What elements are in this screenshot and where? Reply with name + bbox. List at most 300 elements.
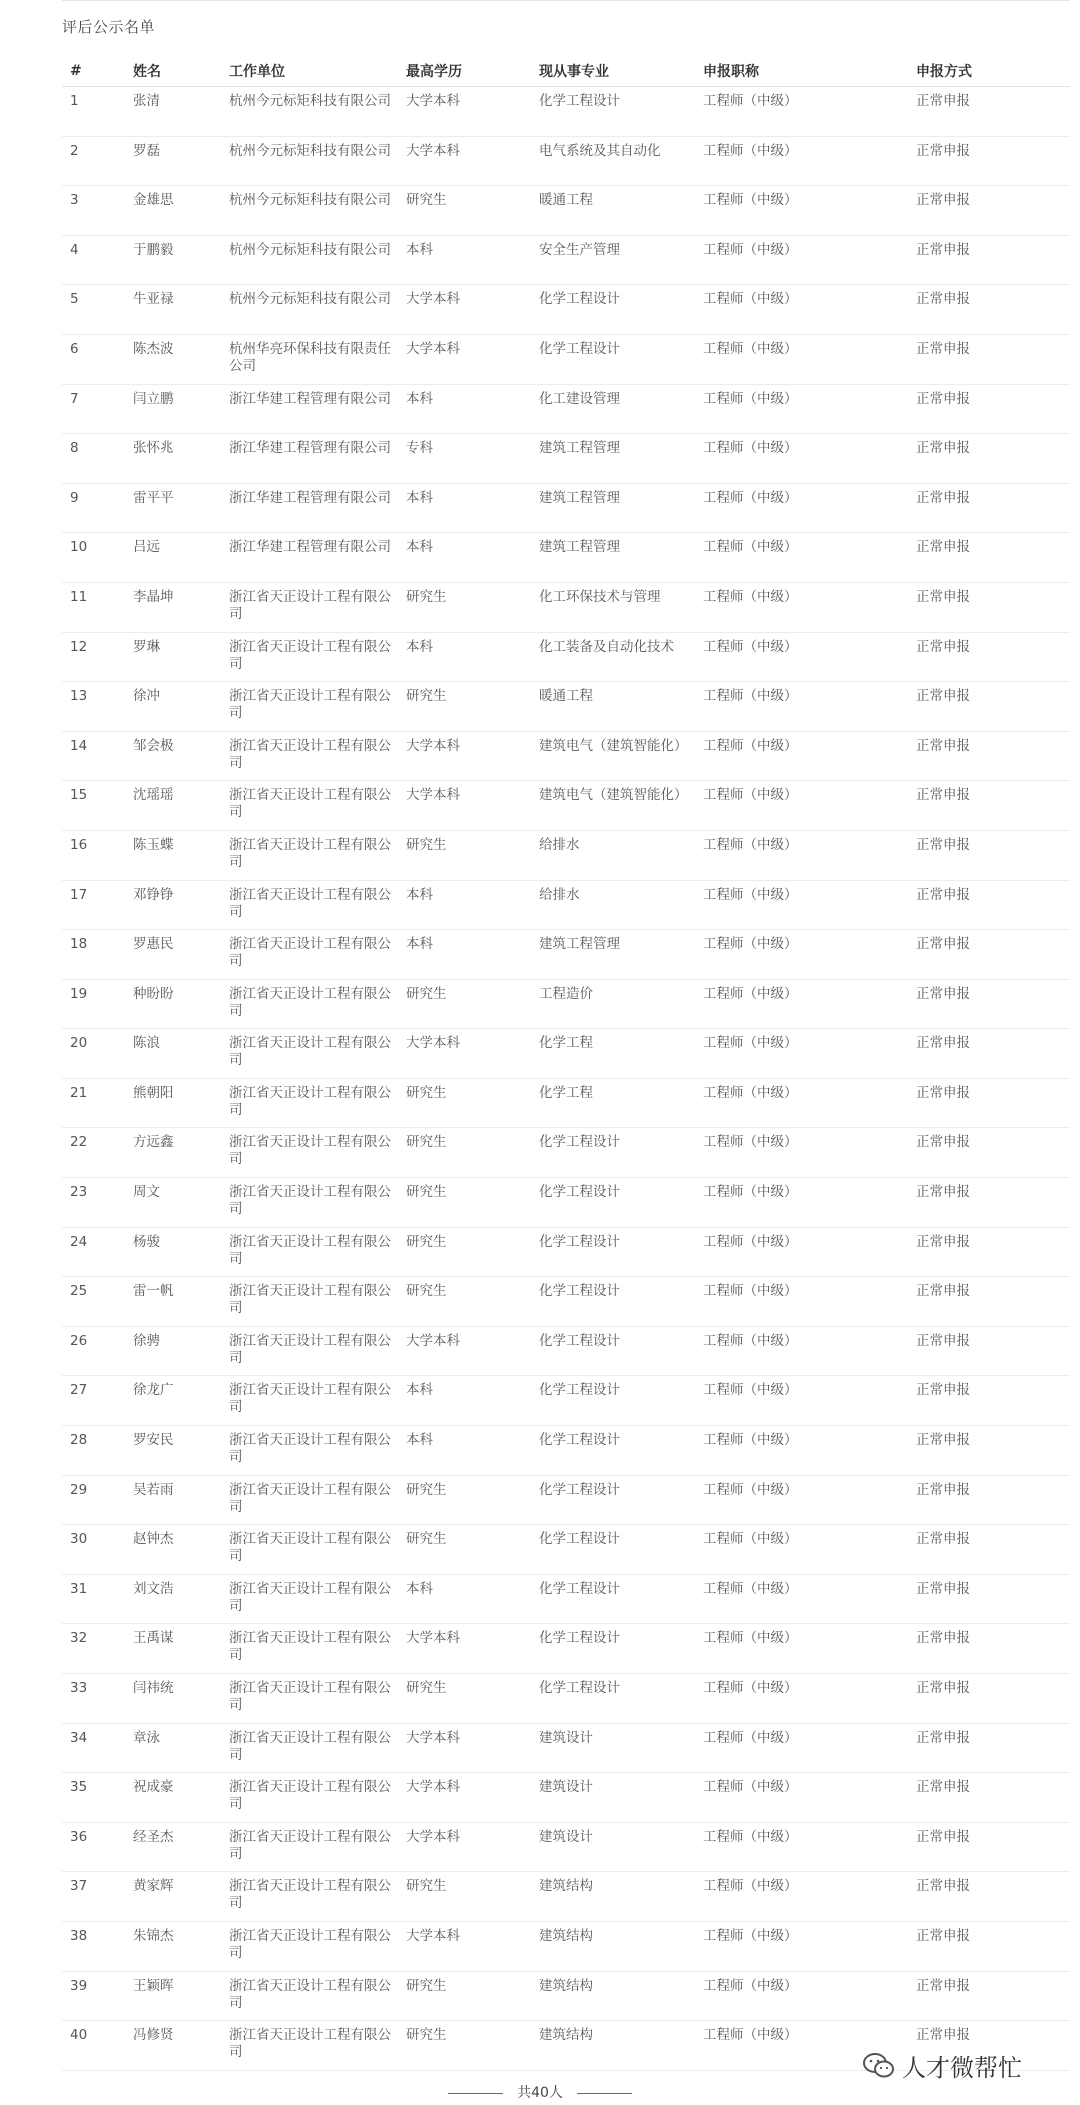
- col-header-employer: 工作单位: [221, 56, 398, 87]
- cell-name: 王禹谋: [125, 1624, 221, 1674]
- table-row: [62, 334, 1070, 384]
- cell-employer: 浙江省天正设计工程有限公司: [221, 1227, 398, 1277]
- cell-title: 工程师（中级）: [695, 186, 908, 236]
- cell-education: 研究生: [398, 979, 531, 1029]
- cell-method: 正常申报: [908, 136, 1070, 186]
- cell-employer: 浙江省天正设计工程有限公司: [221, 1178, 398, 1228]
- cell-specialty: 化工装备及自动化技术: [531, 632, 695, 682]
- cell-name: 冯修贤: [125, 2021, 221, 2071]
- cell-name: 种盼盼: [125, 979, 221, 1029]
- cell-education: 研究生: [398, 1872, 531, 1922]
- cell-method: 正常申报: [908, 930, 1070, 980]
- table-row: [62, 1773, 1070, 1823]
- cell-specialty: 建筑电气（建筑智能化）: [531, 781, 695, 831]
- cell-education: 研究生: [398, 1674, 531, 1724]
- cell-specialty: 给排水: [531, 880, 695, 930]
- cell-index: 24: [62, 1227, 125, 1277]
- cell-name: 张怀兆: [125, 434, 221, 484]
- table-row: [62, 1674, 1070, 1724]
- cell-name: 邓铮铮: [125, 880, 221, 930]
- cell-employer: 浙江省天正设计工程有限公司: [221, 830, 398, 880]
- cell-employer: 浙江省天正设计工程有限公司: [221, 1624, 398, 1674]
- cell-index: 19: [62, 979, 125, 1029]
- cell-name: 黄家辉: [125, 1872, 221, 1922]
- cell-method: 正常申报: [908, 1376, 1070, 1426]
- cell-title: 工程师（中级）: [695, 1574, 908, 1624]
- cell-index: 5: [62, 285, 125, 335]
- cell-employer: 浙江省天正设计工程有限公司: [221, 1326, 398, 1376]
- cell-employer: 浙江省天正设计工程有限公司: [221, 632, 398, 682]
- cell-name: 陈玉蝶: [125, 830, 221, 880]
- cell-name: 杨骏: [125, 1227, 221, 1277]
- cell-education: 大学本科: [398, 136, 531, 186]
- cell-specialty: 暖通工程: [531, 186, 695, 236]
- cell-employer: 浙江省天正设计工程有限公司: [221, 1872, 398, 1922]
- cell-title: 工程师（中级）: [695, 1178, 908, 1228]
- cell-employer: 浙江省天正设计工程有限公司: [221, 731, 398, 781]
- cell-method: 正常申报: [908, 1574, 1070, 1624]
- cell-title: 工程师（中级）: [695, 979, 908, 1029]
- cell-method: 正常申报: [908, 1624, 1070, 1674]
- cell-education: 大学本科: [398, 1921, 531, 1971]
- cell-specialty: 建筑电气（建筑智能化）: [531, 731, 695, 781]
- cell-method: 正常申报: [908, 1326, 1070, 1376]
- cell-method: 正常申报: [908, 979, 1070, 1029]
- cell-index: 31: [62, 1574, 125, 1624]
- cell-method: 正常申报: [908, 334, 1070, 384]
- cell-name: 牛亚禄: [125, 285, 221, 335]
- cell-specialty: 化学工程设计: [531, 1525, 695, 1575]
- cell-education: 研究生: [398, 186, 531, 236]
- cell-index: 2: [62, 136, 125, 186]
- cell-title: 工程师（中级）: [695, 682, 908, 732]
- cell-name: 刘文浩: [125, 1574, 221, 1624]
- table-row: [62, 830, 1070, 880]
- cell-name: 张清: [125, 87, 221, 137]
- table-row: [62, 1178, 1070, 1228]
- cell-education: 研究生: [398, 830, 531, 880]
- cell-specialty: 化学工程设计: [531, 1128, 695, 1178]
- cell-method: 正常申报: [908, 1723, 1070, 1773]
- cell-employer: 浙江省天正设计工程有限公司: [221, 1128, 398, 1178]
- cell-education: 本科: [398, 880, 531, 930]
- cell-title: 工程师（中级）: [695, 1376, 908, 1426]
- cell-specialty: 化学工程设计: [531, 1277, 695, 1327]
- cell-index: 20: [62, 1029, 125, 1079]
- table-row: [62, 235, 1070, 285]
- cell-education: 大学本科: [398, 334, 531, 384]
- cell-index: 15: [62, 781, 125, 831]
- cell-index: 34: [62, 1723, 125, 1773]
- cell-title: 工程师（中级）: [695, 1029, 908, 1079]
- cell-name: 吴若雨: [125, 1475, 221, 1525]
- cell-index: 8: [62, 434, 125, 484]
- cell-name: 李晶坤: [125, 582, 221, 632]
- cell-employer: 杭州今元标矩科技有限公司: [221, 285, 398, 335]
- cell-name: 朱锦杰: [125, 1921, 221, 1971]
- cell-name: 闫祎统: [125, 1674, 221, 1724]
- cell-name: 雷平平: [125, 483, 221, 533]
- table-row: [62, 1525, 1070, 1575]
- cell-education: 本科: [398, 632, 531, 682]
- cell-name: 经圣杰: [125, 1822, 221, 1872]
- table-row: [62, 136, 1070, 186]
- cell-index: 22: [62, 1128, 125, 1178]
- cell-index: 1: [62, 87, 125, 137]
- table-row: [62, 1624, 1070, 1674]
- cell-index: 6: [62, 334, 125, 384]
- cell-specialty: 化学工程设计: [531, 87, 695, 137]
- cell-name: 于鹏毅: [125, 235, 221, 285]
- cell-index: 17: [62, 880, 125, 930]
- cell-method: 正常申报: [908, 1227, 1070, 1277]
- table-row: [62, 1822, 1070, 1872]
- cell-method: 正常申报: [908, 1277, 1070, 1327]
- cell-name: 闫立鹏: [125, 384, 221, 434]
- cell-method: 正常申报: [908, 1921, 1070, 1971]
- cell-index: 26: [62, 1326, 125, 1376]
- cell-specialty: 建筑结构: [531, 1872, 695, 1922]
- cell-method: 正常申报: [908, 1029, 1070, 1079]
- total-count: 共40人: [517, 2085, 563, 2101]
- table-row: [62, 731, 1070, 781]
- cell-name: 罗琳: [125, 632, 221, 682]
- cell-specialty: 建筑工程管理: [531, 930, 695, 980]
- cell-method: 正常申报: [908, 1128, 1070, 1178]
- table-row: [62, 1872, 1070, 1922]
- cell-title: 工程师（中级）: [695, 1822, 908, 1872]
- cell-specialty: 给排水: [531, 830, 695, 880]
- cell-education: 研究生: [398, 1128, 531, 1178]
- cell-employer: 浙江省天正设计工程有限公司: [221, 979, 398, 1029]
- cell-specialty: 建筑工程管理: [531, 483, 695, 533]
- cell-education: 大学本科: [398, 1029, 531, 1079]
- cell-method: 正常申报: [908, 1971, 1070, 2021]
- cell-method: 正常申报: [908, 235, 1070, 285]
- cell-specialty: 化学工程: [531, 1078, 695, 1128]
- table-row: [62, 384, 1070, 434]
- cell-method: 正常申报: [908, 2021, 1070, 2071]
- table-row: [62, 1921, 1070, 1971]
- cell-education: 研究生: [398, 1971, 531, 2021]
- cell-name: 雷一帆: [125, 1277, 221, 1327]
- cell-title: 工程师（中级）: [695, 880, 908, 930]
- cell-education: 研究生: [398, 1178, 531, 1228]
- cell-specialty: 化学工程设计: [531, 1227, 695, 1277]
- cell-title: 工程师（中级）: [695, 1773, 908, 1823]
- cell-method: 正常申报: [908, 285, 1070, 335]
- table-row: [62, 1723, 1070, 1773]
- table-row: [62, 1227, 1070, 1277]
- cell-specialty: 化学工程设计: [531, 1426, 695, 1476]
- cell-title: 工程师（中级）: [695, 1277, 908, 1327]
- cell-method: 正常申报: [908, 434, 1070, 484]
- cell-education: 大学本科: [398, 285, 531, 335]
- cell-method: 正常申报: [908, 582, 1070, 632]
- cell-education: 大学本科: [398, 1624, 531, 1674]
- cell-education: 研究生: [398, 1475, 531, 1525]
- cell-employer: 浙江省天正设计工程有限公司: [221, 1426, 398, 1476]
- cell-specialty: 建筑结构: [531, 1921, 695, 1971]
- cell-education: 专科: [398, 434, 531, 484]
- table-row: [62, 682, 1070, 732]
- cell-employer: 浙江华建工程管理有限公司: [221, 483, 398, 533]
- cell-index: 11: [62, 582, 125, 632]
- col-header-name: 姓名: [125, 56, 221, 87]
- cell-title: 工程师（中级）: [695, 1872, 908, 1922]
- cell-title: 工程师（中级）: [695, 731, 908, 781]
- cell-index: 12: [62, 632, 125, 682]
- cell-index: 40: [62, 2021, 125, 2071]
- col-header-specialty: 现从事专业: [531, 56, 695, 87]
- cell-title: 工程师（中级）: [695, 632, 908, 682]
- cell-name: 熊朝阳: [125, 1078, 221, 1128]
- cell-employer: 浙江华建工程管理有限公司: [221, 533, 398, 583]
- cell-method: 正常申报: [908, 384, 1070, 434]
- cell-employer: 浙江华建工程管理有限公司: [221, 434, 398, 484]
- cell-specialty: 化工环保技术与管理: [531, 582, 695, 632]
- cell-index: 39: [62, 1971, 125, 2021]
- cell-title: 工程师（中级）: [695, 334, 908, 384]
- cell-method: 正常申报: [908, 533, 1070, 583]
- table-row: [62, 1128, 1070, 1178]
- cell-title: 工程师（中级）: [695, 1971, 908, 2021]
- table-row: [62, 632, 1070, 682]
- cell-employer: 浙江省天正设计工程有限公司: [221, 1674, 398, 1724]
- cell-method: 正常申报: [908, 87, 1070, 137]
- cell-education: 本科: [398, 384, 531, 434]
- cell-specialty: 化学工程设计: [531, 334, 695, 384]
- cell-specialty: 化学工程设计: [531, 1326, 695, 1376]
- cell-education: 本科: [398, 1426, 531, 1476]
- cell-index: 10: [62, 533, 125, 583]
- cell-name: 陈杰波: [125, 334, 221, 384]
- cell-education: 本科: [398, 1574, 531, 1624]
- table-row: [62, 979, 1070, 1029]
- cell-name: 周文: [125, 1178, 221, 1228]
- cell-education: 大学本科: [398, 1723, 531, 1773]
- cell-employer: 浙江省天正设计工程有限公司: [221, 1078, 398, 1128]
- cell-education: 大学本科: [398, 781, 531, 831]
- table-row: [62, 87, 1070, 137]
- cell-index: 21: [62, 1078, 125, 1128]
- cell-title: 工程师（中级）: [695, 830, 908, 880]
- cell-title: 工程师（中级）: [695, 2021, 908, 2071]
- cell-specialty: 化工建设管理: [531, 384, 695, 434]
- total-count-footer: [0, 2082, 1080, 2102]
- watermark-text: 人才微帮忙: [902, 2054, 1022, 2082]
- cell-name: 王颖晖: [125, 1971, 221, 2021]
- cell-index: 13: [62, 682, 125, 732]
- cell-index: 29: [62, 1475, 125, 1525]
- table-header-row: [62, 56, 1070, 87]
- cell-method: 正常申报: [908, 186, 1070, 236]
- table-row: [62, 930, 1070, 980]
- cell-education: 本科: [398, 235, 531, 285]
- cell-title: 工程师（中级）: [695, 1227, 908, 1277]
- col-header-education: 最高学历: [398, 56, 531, 87]
- list-title: 评后公示名单: [62, 18, 156, 36]
- cell-employer: 浙江省天正设计工程有限公司: [221, 1822, 398, 1872]
- cell-method: 正常申报: [908, 632, 1070, 682]
- cell-name: 吕远: [125, 533, 221, 583]
- table-body: [62, 87, 1070, 2071]
- cell-index: 30: [62, 1525, 125, 1575]
- wechat-icon: [862, 2052, 896, 2080]
- cell-employer: 浙江省天正设计工程有限公司: [221, 1574, 398, 1624]
- cell-education: 大学本科: [398, 1822, 531, 1872]
- cell-index: 35: [62, 1773, 125, 1823]
- cell-title: 工程师（中级）: [695, 235, 908, 285]
- cell-employer: 浙江省天正设计工程有限公司: [221, 1029, 398, 1079]
- cell-index: 9: [62, 483, 125, 533]
- cell-name: 陈浪: [125, 1029, 221, 1079]
- cell-title: 工程师（中级）: [695, 1525, 908, 1575]
- cell-title: 工程师（中级）: [695, 1921, 908, 1971]
- table-row: [62, 1574, 1070, 1624]
- cell-title: 工程师（中级）: [695, 930, 908, 980]
- cell-employer: 浙江省天正设计工程有限公司: [221, 880, 398, 930]
- table-row: [62, 1475, 1070, 1525]
- table-row: [62, 582, 1070, 632]
- cell-index: 25: [62, 1277, 125, 1327]
- watermark: [862, 2048, 1022, 2083]
- cell-name: 赵钟杰: [125, 1525, 221, 1575]
- cell-title: 工程师（中级）: [695, 1426, 908, 1476]
- cell-method: 正常申报: [908, 1773, 1070, 1823]
- table-row: [62, 1426, 1070, 1476]
- cell-title: 工程师（中级）: [695, 1326, 908, 1376]
- col-header-title: 申报职称: [695, 56, 908, 87]
- table-row: [62, 1029, 1070, 1079]
- cell-specialty: 建筑工程管理: [531, 434, 695, 484]
- cell-name: 邹会极: [125, 731, 221, 781]
- cell-education: 研究生: [398, 1525, 531, 1575]
- cell-index: 16: [62, 830, 125, 880]
- cell-method: 正常申报: [908, 1426, 1070, 1476]
- cell-title: 工程师（中级）: [695, 1475, 908, 1525]
- cell-name: 罗磊: [125, 136, 221, 186]
- cell-index: 7: [62, 384, 125, 434]
- cell-title: 工程师（中级）: [695, 533, 908, 583]
- top-divider: [62, 0, 1070, 1]
- cell-method: 正常申报: [908, 1872, 1070, 1922]
- cell-employer: 浙江省天正设计工程有限公司: [221, 1525, 398, 1575]
- cell-education: 研究生: [398, 2021, 531, 2071]
- cell-specialty: 安全生产管理: [531, 235, 695, 285]
- cell-education: 研究生: [398, 1227, 531, 1277]
- table-row: [62, 483, 1070, 533]
- cell-education: 大学本科: [398, 1326, 531, 1376]
- cell-specialty: 电气系统及其自动化: [531, 136, 695, 186]
- cell-method: 正常申报: [908, 682, 1070, 732]
- cell-index: 32: [62, 1624, 125, 1674]
- cell-education: 本科: [398, 1376, 531, 1426]
- cell-title: 工程师（中级）: [695, 1723, 908, 1773]
- cell-employer: 浙江省天正设计工程有限公司: [221, 1376, 398, 1426]
- table-row: [62, 1326, 1070, 1376]
- cell-method: 正常申报: [908, 1822, 1070, 1872]
- table-row: [62, 285, 1070, 335]
- cell-method: 正常申报: [908, 830, 1070, 880]
- cell-method: 正常申报: [908, 1078, 1070, 1128]
- cell-employer: 浙江华建工程管理有限公司: [221, 384, 398, 434]
- cell-name: 祝成豪: [125, 1773, 221, 1823]
- cell-specialty: 暖通工程: [531, 682, 695, 732]
- cell-specialty: 化学工程设计: [531, 1475, 695, 1525]
- cell-method: 正常申报: [908, 1674, 1070, 1724]
- cell-specialty: 建筑结构: [531, 1971, 695, 2021]
- cell-employer: 浙江省天正设计工程有限公司: [221, 781, 398, 831]
- footer-dash-left: [448, 2093, 503, 2094]
- cell-name: 徐骋: [125, 1326, 221, 1376]
- cell-title: 工程师（中级）: [695, 1624, 908, 1674]
- cell-employer: 浙江省天正设计工程有限公司: [221, 1971, 398, 2021]
- cell-specialty: 化学工程设计: [531, 1674, 695, 1724]
- cell-method: 正常申报: [908, 1178, 1070, 1228]
- cell-specialty: 化学工程设计: [531, 1178, 695, 1228]
- cell-index: 14: [62, 731, 125, 781]
- cell-education: 研究生: [398, 682, 531, 732]
- cell-method: 正常申报: [908, 781, 1070, 831]
- cell-employer: 浙江省天正设计工程有限公司: [221, 1277, 398, 1327]
- cell-name: 徐冲: [125, 682, 221, 732]
- cell-education: 大学本科: [398, 1773, 531, 1823]
- cell-employer: 杭州华亮环保科技有限责任公司: [221, 334, 398, 384]
- cell-index: 27: [62, 1376, 125, 1426]
- cell-title: 工程师（中级）: [695, 136, 908, 186]
- cell-employer: 浙江省天正设计工程有限公司: [221, 1723, 398, 1773]
- cell-title: 工程师（中级）: [695, 781, 908, 831]
- cell-name: 徐龙广: [125, 1376, 221, 1426]
- cell-specialty: 建筑工程管理: [531, 533, 695, 583]
- cell-employer: 杭州今元标矩科技有限公司: [221, 87, 398, 137]
- cell-index: 38: [62, 1921, 125, 1971]
- cell-specialty: 建筑设计: [531, 1773, 695, 1823]
- table-row: [62, 434, 1070, 484]
- cell-method: 正常申报: [908, 483, 1070, 533]
- table-row: [62, 186, 1070, 236]
- footer-dash-right: [577, 2093, 632, 2094]
- cell-title: 工程师（中级）: [695, 483, 908, 533]
- cell-method: 正常申报: [908, 880, 1070, 930]
- cell-name: 罗惠民: [125, 930, 221, 980]
- cell-education: 研究生: [398, 582, 531, 632]
- cell-education: 本科: [398, 483, 531, 533]
- table-row: [62, 781, 1070, 831]
- cell-title: 工程师（中级）: [695, 1078, 908, 1128]
- table-row: [62, 880, 1070, 930]
- cell-employer: 杭州今元标矩科技有限公司: [221, 136, 398, 186]
- cell-name: 金雄思: [125, 186, 221, 236]
- cell-method: 正常申报: [908, 1475, 1070, 1525]
- cell-employer: 浙江省天正设计工程有限公司: [221, 2021, 398, 2071]
- col-header-index: #: [62, 56, 125, 87]
- cell-education: 大学本科: [398, 87, 531, 137]
- table-row: [62, 533, 1070, 583]
- cell-name: 罗安民: [125, 1426, 221, 1476]
- cell-employer: 浙江省天正设计工程有限公司: [221, 930, 398, 980]
- cell-name: 方远鑫: [125, 1128, 221, 1178]
- cell-title: 工程师（中级）: [695, 384, 908, 434]
- cell-specialty: 建筑设计: [531, 1822, 695, 1872]
- table-row: [62, 1376, 1070, 1426]
- cell-title: 工程师（中级）: [695, 285, 908, 335]
- cell-employer: 浙江省天正设计工程有限公司: [221, 1475, 398, 1525]
- cell-employer: 杭州今元标矩科技有限公司: [221, 235, 398, 285]
- cell-specialty: 化学工程设计: [531, 1376, 695, 1426]
- cell-index: 3: [62, 186, 125, 236]
